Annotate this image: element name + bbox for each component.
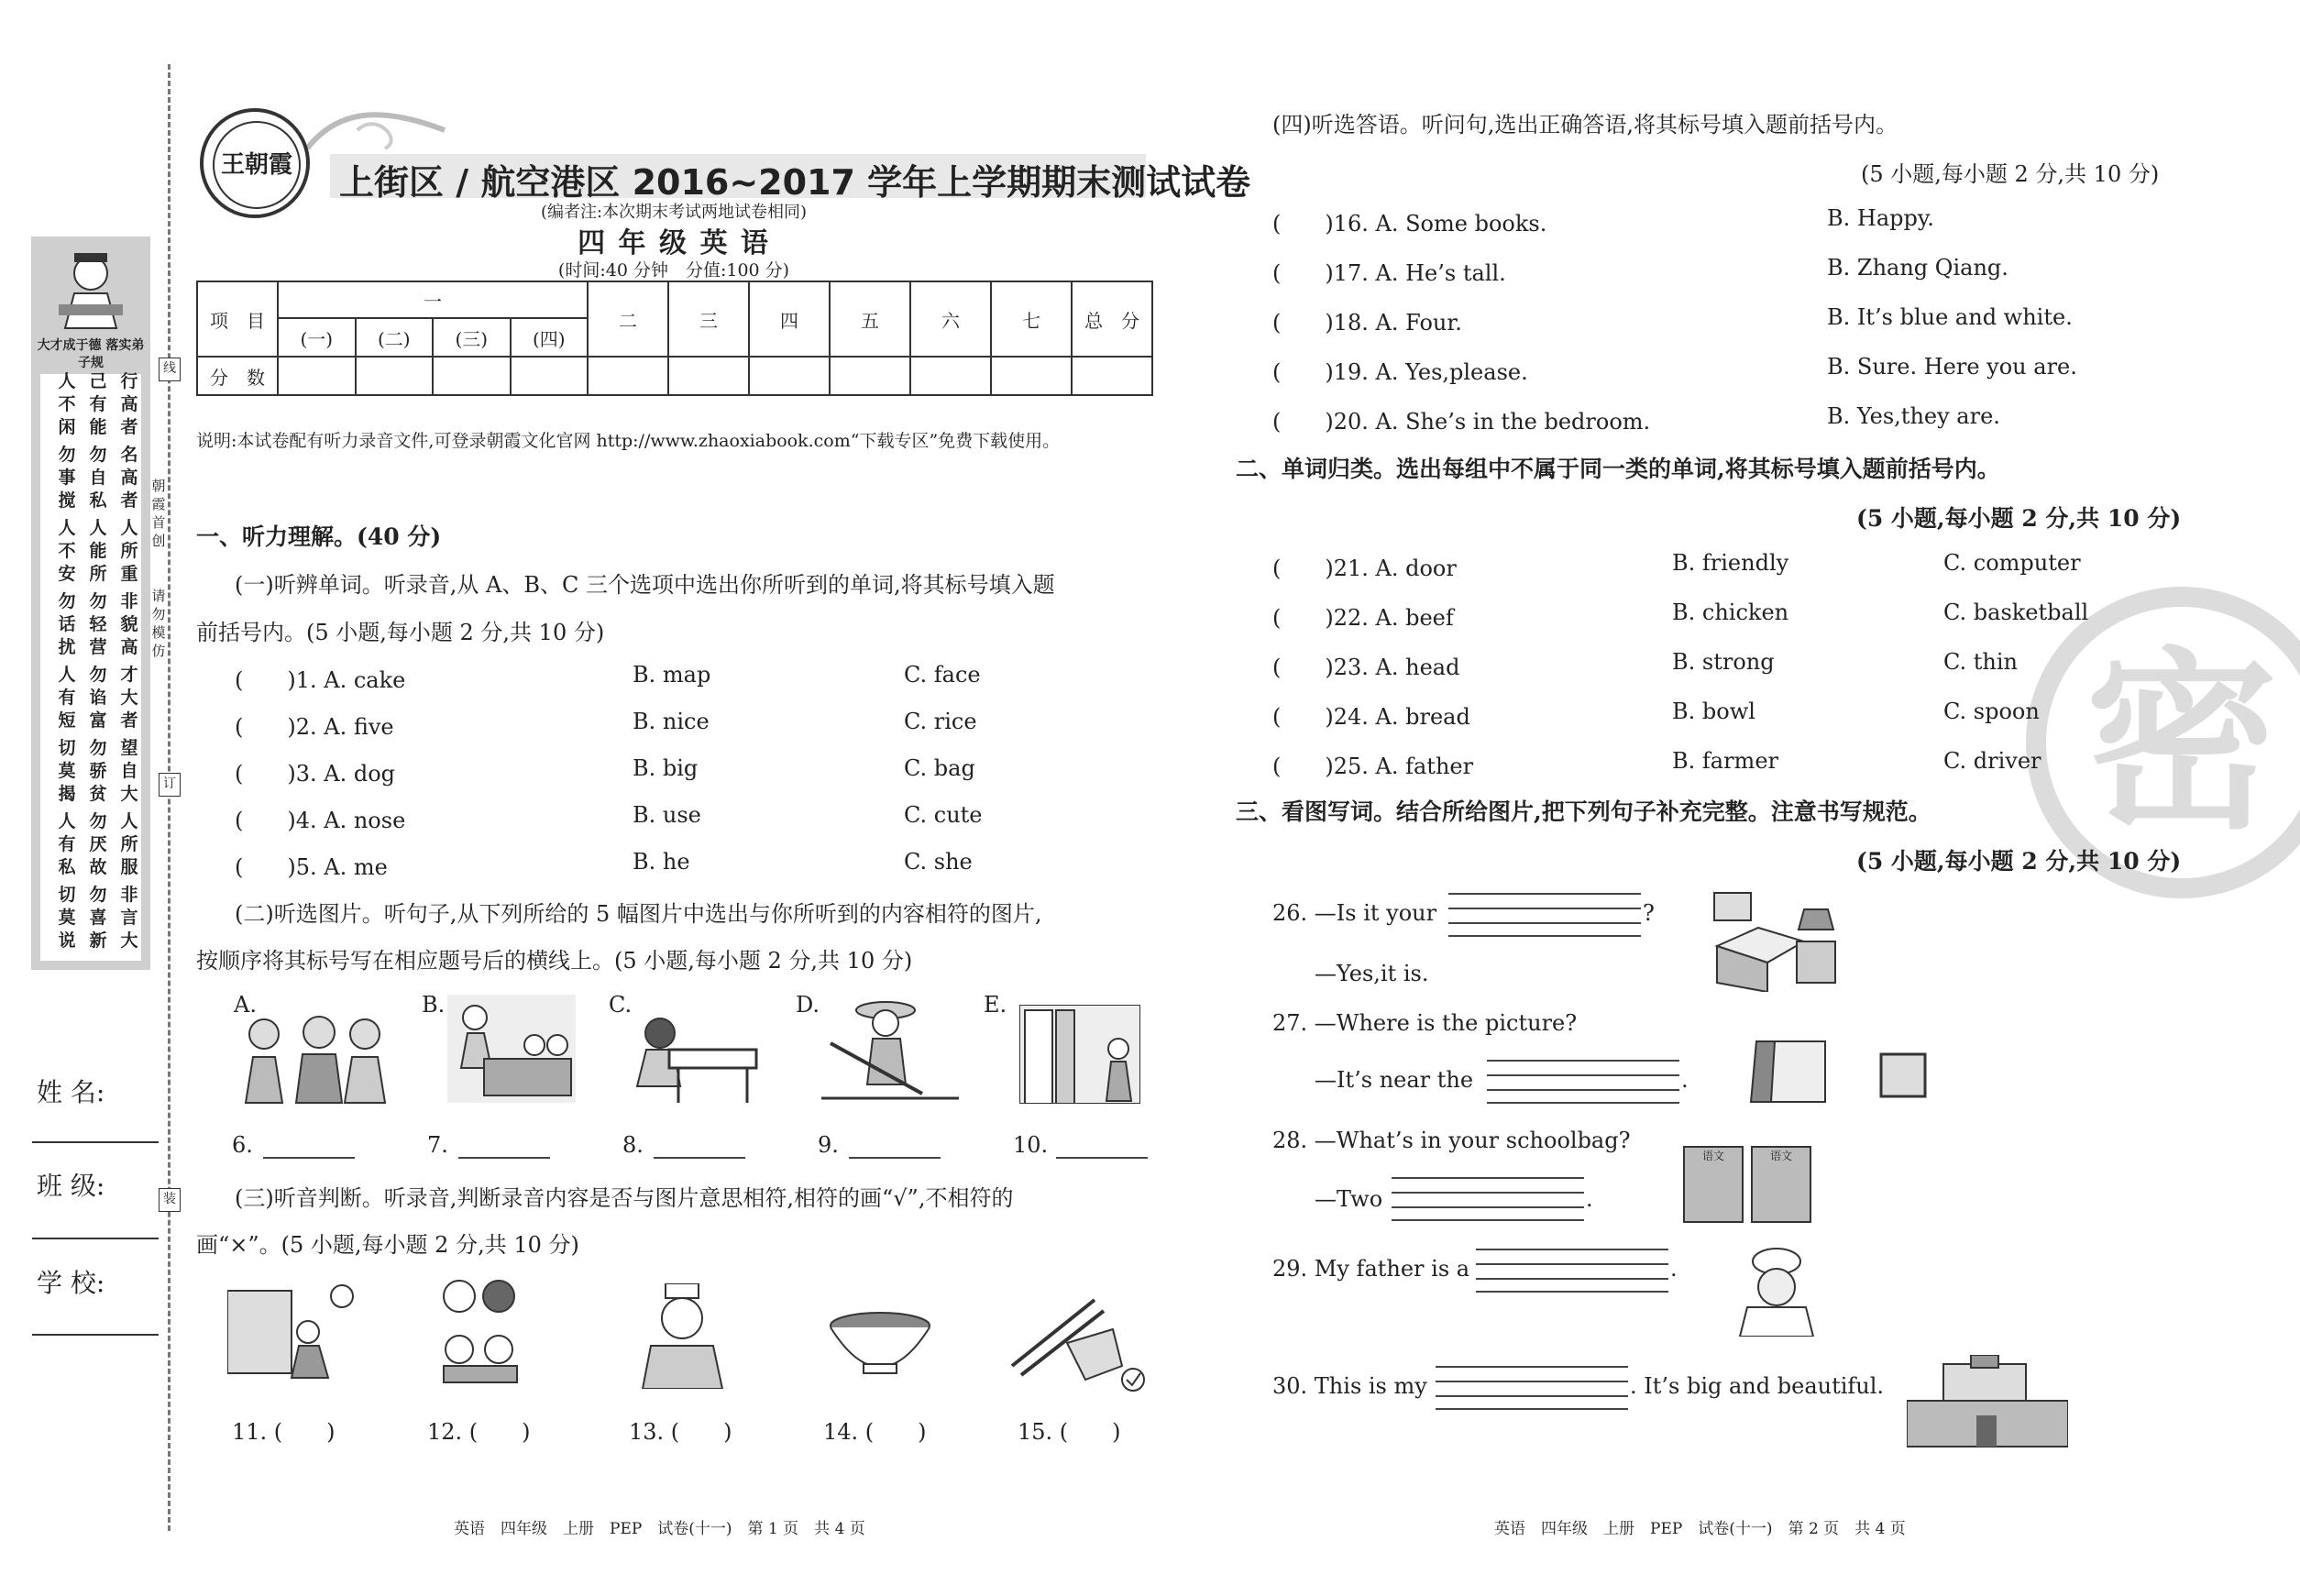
judge-14[interactable]: 14. ( ) xyxy=(823,1419,927,1445)
q25-a[interactable]: ( )25. A. father xyxy=(1272,754,1474,779)
audio-notice: 说明:本试卷配有听力录音文件,可登录朝霞文化官网 http://www.zhaoxiabook.com“下载专区”免费下载使用。 xyxy=(196,431,1061,451)
motto-column: 人 不 闲 xyxy=(58,371,76,437)
blank-8-line[interactable] xyxy=(654,1157,745,1159)
q26-end: ? xyxy=(1643,900,1655,926)
q23-b: B. strong xyxy=(1672,649,1775,675)
score-cell[interactable] xyxy=(910,357,991,395)
q22-b: B. chicken xyxy=(1672,600,1789,625)
vertical-note-nocopy: 请 勿 模 仿 xyxy=(151,588,166,659)
q2-c: C. rice xyxy=(904,709,977,734)
q5-b: B. he xyxy=(633,849,690,875)
footer-page-1: 英语 四年级 上册 PEP 试卷(十一) 第 1 页 共 4 页 xyxy=(454,1520,865,1538)
score-table xyxy=(196,281,1153,396)
q29-line-3 xyxy=(1476,1278,1668,1280)
q21-a[interactable]: ( )21. A. door xyxy=(1272,556,1457,581)
s3-instruction-1: (三)听音判断。听录音,判断录音内容是否与图片意思相符,相符的画“√”,不相符的 xyxy=(235,1185,1014,1211)
name-field[interactable] xyxy=(32,1141,159,1143)
q19-b: B. Sure. Here you are. xyxy=(1827,354,2077,380)
family-icon xyxy=(436,1276,524,1384)
q30-line-4 xyxy=(1436,1408,1628,1410)
part1-title: 一、听力理解。(40 分) xyxy=(196,523,442,550)
q16-b: B. Happy. xyxy=(1827,205,1934,231)
motto-column: 勿 骄 贫 xyxy=(89,738,107,804)
motto-column: 人 所 重 xyxy=(120,518,138,584)
q28-answer: —Two xyxy=(1315,1186,1383,1212)
q20-a[interactable]: ( )20. A. She’s in the bedroom. xyxy=(1272,409,1651,435)
farmer-hoeing-icon xyxy=(821,997,959,1103)
score-table-sub-3: (三) xyxy=(433,318,511,357)
q29-question: 29. My father is a xyxy=(1272,1256,1470,1282)
q25-b: B. farmer xyxy=(1672,748,1778,774)
judge-15[interactable]: 15. ( ) xyxy=(1018,1419,1121,1445)
blank-9-num: 9. xyxy=(818,1132,839,1158)
score-table-head-total: 总 分 xyxy=(1072,281,1152,357)
score-cell[interactable] xyxy=(511,357,589,395)
q23-a[interactable]: ( )23. A. head xyxy=(1272,655,1460,680)
motto-column: 己 有 能 xyxy=(89,371,107,437)
q24-b: B. bowl xyxy=(1672,699,1755,724)
motto-column: 勿 谄 富 xyxy=(89,665,107,731)
q27-question: 27. —Where is the picture? xyxy=(1272,1010,1578,1036)
q21-c: C. computer xyxy=(1943,550,2081,576)
binding-dashed-line xyxy=(168,64,171,1531)
s1-instruction-2: 前括号内。(5 小题,每小题 2 分,共 10 分) xyxy=(196,620,605,645)
part3-title: 三、看图写词。结合所给图片,把下列句子补充完整。注意书写规范。 xyxy=(1236,798,1931,825)
score-table-head-item: 项 目 xyxy=(197,281,278,357)
q22-a[interactable]: ( )22. A. beef xyxy=(1272,605,1454,631)
blank-10-line[interactable] xyxy=(1056,1157,1148,1159)
q28-question: 28. —What’s in your schoolbag? xyxy=(1272,1128,1631,1153)
q2-b: B. nice xyxy=(633,709,710,734)
people-group-icon xyxy=(237,1007,392,1107)
q30-question: 30. This is my xyxy=(1272,1373,1427,1399)
q1-c: C. face xyxy=(904,662,981,688)
blank-9-line[interactable] xyxy=(849,1157,941,1159)
motto-column: 勿 自 私 xyxy=(89,445,107,511)
class-label: 班 级: xyxy=(37,1171,105,1201)
q2-a[interactable]: ( )2. A. five xyxy=(235,714,394,740)
q4-a[interactable]: ( )4. A. nose xyxy=(235,808,406,833)
judge-11[interactable]: 11. ( ) xyxy=(232,1419,336,1445)
q30-line-3 xyxy=(1436,1395,1628,1397)
motto-column: 名 高 者 xyxy=(120,445,138,511)
q28-line-4 xyxy=(1392,1219,1584,1221)
brand-logo-text: 王朝霞 xyxy=(213,121,301,209)
q30-line-2[interactable] xyxy=(1436,1381,1628,1382)
school-building-icon xyxy=(1907,1355,2068,1450)
footer-page-2: 英语 四年级 上册 PEP 试卷(十一) 第 2 页 共 4 页 xyxy=(1494,1520,1906,1538)
score-cell[interactable] xyxy=(356,357,434,395)
q30-end: . It’s big and beautiful. xyxy=(1630,1373,1885,1399)
q26-line-2[interactable] xyxy=(1448,908,1641,909)
q28-end: . xyxy=(1586,1186,1593,1212)
q4-c: C. cute xyxy=(904,802,983,828)
q24-a[interactable]: ( )24. A. bread xyxy=(1272,704,1470,730)
motto-column: 望 自 大 xyxy=(120,738,138,804)
q26-line-4 xyxy=(1448,935,1641,937)
score-table-head-4: 四 xyxy=(749,281,830,357)
q20-b: B. Yes,they are. xyxy=(1827,403,2000,429)
q3-a[interactable]: ( )3. A. dog xyxy=(235,761,396,787)
s2-instruction-2: 按顺序将其标号写在相应题号后的横线上。(5 小题,每小题 2 分,共 10 分) xyxy=(196,948,913,974)
blank-7-line[interactable] xyxy=(458,1157,550,1159)
s4-score: (5 小题,每小题 2 分,共 10 分) xyxy=(1861,161,2160,187)
pic-letter-d: D. xyxy=(796,992,820,1018)
q29-line-1 xyxy=(1476,1249,1668,1250)
score-table-sub-2: (二) xyxy=(356,318,434,357)
q27-answer: —It’s near the xyxy=(1315,1067,1474,1093)
pic-letter-b: B. xyxy=(422,992,446,1018)
q17-b: B. Zhang Qiang. xyxy=(1827,255,2008,281)
s2-instruction-1: (二)听选图片。听句子,从下列所给的 5 幅图片中选出与你所听到的内容相符的图片, xyxy=(235,901,1042,927)
score-table-row-score: 分 数 xyxy=(197,357,278,395)
time-score-info: (时间:40 分钟 分值:100 分) xyxy=(557,260,790,281)
chopsticks-hand-icon xyxy=(1003,1293,1150,1393)
motto-heading: 大才成于德 落实弟子规 xyxy=(37,338,145,370)
q4-b: B. use xyxy=(633,802,701,828)
q29-line-4 xyxy=(1476,1291,1668,1293)
book-1: 语文 xyxy=(1683,1146,1744,1223)
q26-line-3 xyxy=(1448,922,1641,924)
s4-instruction: (四)听选答语。听问句,选出正确答语,将其标号填入题前括号内。 xyxy=(1272,112,1898,138)
blank-8-num: 8. xyxy=(622,1132,644,1158)
judge-12[interactable]: 12. ( ) xyxy=(427,1419,531,1445)
scholar-figure-icon xyxy=(54,246,127,333)
motto-column: 非 貌 高 xyxy=(120,591,138,657)
q16-a[interactable]: ( )16. A. Some books. xyxy=(1272,211,1547,237)
bed-lamp-icon xyxy=(1712,891,1841,992)
ribbon-decoration-icon xyxy=(303,103,449,158)
girl-at-desk-icon xyxy=(623,1013,761,1103)
motto-column: 人 不 安 xyxy=(58,518,76,584)
score-table-head-5: 五 xyxy=(830,281,910,357)
q3-b: B. big xyxy=(633,755,699,781)
pic-letter-e: E. xyxy=(984,992,1007,1018)
q5-c: C. she xyxy=(904,849,973,875)
score-cell[interactable] xyxy=(749,357,830,395)
seal-char-1: 线 xyxy=(159,358,181,381)
q30-line-1 xyxy=(1436,1366,1628,1368)
motto-column: 切 莫 说 xyxy=(58,885,76,951)
doctor-icon xyxy=(638,1283,726,1389)
seal-char-3: 装 xyxy=(159,1188,181,1212)
motto-column: 人 所 服 xyxy=(120,811,138,877)
score-cell[interactable] xyxy=(278,357,356,395)
score-table-head-7: 七 xyxy=(991,281,1072,357)
q18-b: B. It’s blue and white. xyxy=(1827,304,2073,330)
q1-a[interactable]: ( )1. A. cake xyxy=(235,667,406,693)
exam-subtitle: 四 年 级 英 语 xyxy=(578,227,770,259)
q22-c: C. basketball xyxy=(1943,600,2089,625)
q29-line-2[interactable] xyxy=(1476,1263,1668,1265)
vertical-note-original: 朝 霞 首 创 xyxy=(151,478,166,549)
noodle-bowl-icon xyxy=(825,1305,935,1379)
motto-column: 人 有 短 xyxy=(58,665,76,731)
motto-column: 勿 厌 故 xyxy=(89,811,107,877)
q1-b: B. map xyxy=(633,662,711,688)
motto-column: 切 莫 揭 xyxy=(58,738,76,804)
seal-char-2: 订 xyxy=(159,773,181,797)
motto-column: 才 大 者 xyxy=(120,665,138,731)
part3-score: (5 小题,每小题 2 分,共 10 分) xyxy=(1856,848,2182,875)
motto-column: 行 高 者 xyxy=(120,371,138,437)
q23-c: C. thin xyxy=(1943,649,2018,675)
score-table-head-1: 一 xyxy=(278,281,588,318)
q17-a[interactable]: ( )17. A. He’s tall. xyxy=(1272,260,1506,286)
confidential-stamp-char: 密 xyxy=(2085,629,2278,855)
q27-line-1 xyxy=(1487,1060,1679,1062)
book-2: 语文 xyxy=(1751,1146,1811,1223)
motto-column: 勿 喜 新 xyxy=(89,885,107,951)
q27-line-3 xyxy=(1487,1089,1679,1091)
motto-column: 人 能 所 xyxy=(89,518,107,584)
q21-b: B. friendly xyxy=(1672,550,1789,576)
editor-note: (编者注:本次期末考试两地试卷相同) xyxy=(540,203,808,222)
q3-c: C. bag xyxy=(904,755,975,781)
score-table-head-2: 二 xyxy=(588,281,668,357)
part2-title: 二、单词归类。选出每组中不属于同一类的单词,将其标号填入题前括号内。 xyxy=(1236,456,2000,482)
classroom-kids-icon xyxy=(447,995,576,1103)
blank-10-num: 10. xyxy=(1013,1132,1049,1158)
score-cell[interactable] xyxy=(668,357,749,395)
q18-a[interactable]: ( )18. A. Four. xyxy=(1272,310,1462,336)
score-table-head-3: 三 xyxy=(668,281,749,357)
class-field[interactable] xyxy=(32,1238,159,1239)
boy-at-door-icon xyxy=(1019,1005,1140,1104)
bedroom-clock-icon xyxy=(227,1282,359,1382)
pic-letter-a: A. xyxy=(234,992,257,1018)
score-cell[interactable] xyxy=(433,357,511,395)
q28-line-3 xyxy=(1392,1206,1584,1208)
score-cell[interactable] xyxy=(588,357,668,395)
q26-line-1 xyxy=(1448,893,1641,895)
q27-end: . xyxy=(1681,1067,1689,1093)
school-label: 学 校: xyxy=(37,1268,105,1298)
motto-column: 人 有 私 xyxy=(58,811,76,877)
exam-title: 上街区 / 航空港区 2016~2017 学年上学期期末测试试卷 xyxy=(339,162,1251,203)
q27-line-2[interactable] xyxy=(1487,1074,1679,1076)
motto-column: 勿 话 扰 xyxy=(58,591,76,657)
name-label: 姓 名: xyxy=(37,1077,105,1107)
score-table-head-6: 六 xyxy=(910,281,991,357)
q27-line-4 xyxy=(1487,1102,1679,1104)
score-cell[interactable] xyxy=(1072,357,1152,395)
pic-letter-c: C. xyxy=(609,992,633,1018)
q5-a[interactable]: ( )5. A. me xyxy=(235,854,388,880)
score-cell[interactable] xyxy=(830,357,910,395)
motto-column: 勿 事 搅 xyxy=(58,445,76,511)
motto-column: 勿 轻 营 xyxy=(89,591,107,657)
score-cell[interactable] xyxy=(991,357,1072,395)
blank-6-num: 6. xyxy=(232,1132,253,1158)
q19-a[interactable]: ( )19. A. Yes,please. xyxy=(1272,359,1528,385)
q26-question: 26. —Is it your xyxy=(1272,900,1437,926)
q24-c: C. spoon xyxy=(1943,699,2040,724)
q26-answer: —Yes,it is. xyxy=(1315,961,1429,986)
window-picture-icon xyxy=(1747,1040,1931,1106)
q28-line-1 xyxy=(1392,1177,1584,1179)
school-field[interactable] xyxy=(32,1334,159,1336)
q25-c: C. driver xyxy=(1943,748,2041,774)
q29-end: . xyxy=(1670,1256,1678,1282)
q28-line-2[interactable] xyxy=(1392,1192,1584,1194)
score-table-sub-1: (一) xyxy=(278,318,356,357)
motto-column: 非 言 大 xyxy=(120,885,138,951)
score-table-sub-4: (四) xyxy=(511,318,589,357)
judge-13[interactable]: 13. ( ) xyxy=(629,1419,732,1445)
blank-7-num: 7. xyxy=(427,1132,448,1158)
s3-instruction-2: 画“×”。(5 小题,每小题 2 分,共 10 分) xyxy=(196,1232,579,1258)
blank-6-line[interactable] xyxy=(263,1157,355,1159)
part2-score: (5 小题,每小题 2 分,共 10 分) xyxy=(1856,505,2182,532)
chef-icon xyxy=(1734,1247,1819,1337)
s1-instruction-1: (一)听辨单词。听录音,从 A、B、C 三个选项中选出你所听到的单词,将其标号填入题 xyxy=(235,572,1055,598)
